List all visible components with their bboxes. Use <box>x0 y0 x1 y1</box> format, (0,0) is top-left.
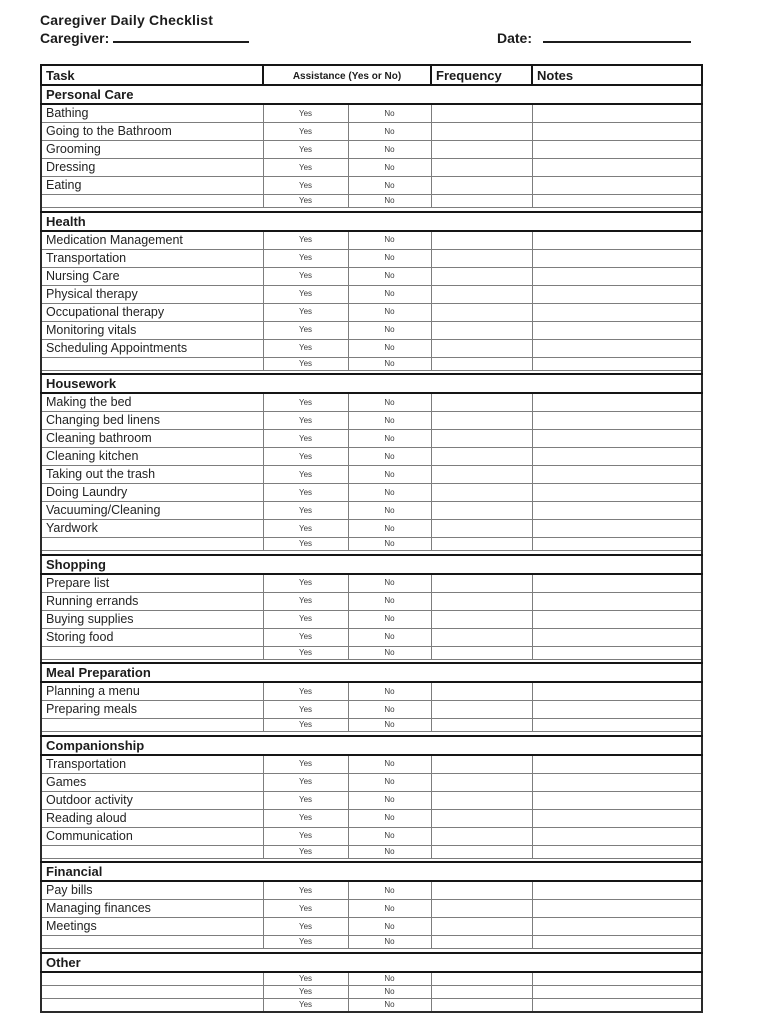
task-cell: Yardwork <box>41 520 263 538</box>
task-cell: Communication <box>41 827 263 845</box>
task-cell: Doing Laundry <box>41 484 263 502</box>
yes-cell[interactable]: Yes <box>263 159 348 177</box>
yes-cell[interactable]: Yes <box>263 231 348 250</box>
task-row <box>41 538 702 551</box>
frequency-cell[interactable] <box>431 285 532 303</box>
frequency-cell[interactable] <box>431 701 532 719</box>
notes-cell[interactable] <box>532 592 702 610</box>
section-header-row <box>41 374 702 393</box>
notes-cell[interactable] <box>532 985 702 998</box>
no-cell[interactable]: No <box>348 827 431 845</box>
no-cell[interactable]: No <box>348 701 431 719</box>
no-cell[interactable]: No <box>348 985 431 998</box>
notes-cell[interactable] <box>532 430 702 448</box>
task-cell <box>41 538 263 551</box>
task-cell: Making the bed <box>41 393 263 412</box>
notes-cell[interactable] <box>532 195 702 208</box>
task-cell: Managing finances <box>41 900 263 918</box>
yes-cell[interactable]: Yes <box>263 412 348 430</box>
notes-cell[interactable] <box>532 321 702 339</box>
task-row <box>41 430 702 448</box>
no-cell[interactable]: No <box>348 574 431 593</box>
frequency-cell[interactable] <box>431 755 532 774</box>
notes-cell[interactable] <box>532 918 702 936</box>
section-header-row <box>41 663 702 682</box>
yes-cell[interactable]: Yes <box>263 936 348 949</box>
no-cell[interactable]: No <box>348 682 431 701</box>
frequency-cell[interactable] <box>431 682 532 701</box>
frequency-cell[interactable] <box>431 466 532 484</box>
frequency-cell[interactable] <box>431 159 532 177</box>
frequency-cell[interactable] <box>431 177 532 195</box>
no-cell[interactable]: No <box>348 141 431 159</box>
frequency-cell[interactable] <box>431 339 532 357</box>
frequency-cell[interactable] <box>431 430 532 448</box>
task-cell: Planning a menu <box>41 682 263 701</box>
date-label: Date: <box>497 30 533 46</box>
task-cell <box>41 845 263 858</box>
frequency-cell[interactable] <box>431 393 532 412</box>
no-cell[interactable]: No <box>348 484 431 502</box>
task-cell <box>41 195 263 208</box>
yes-cell[interactable]: Yes <box>263 484 348 502</box>
task-cell: Physical therapy <box>41 285 263 303</box>
task-cell: Grooming <box>41 141 263 159</box>
yes-cell[interactable]: Yes <box>263 791 348 809</box>
no-cell[interactable]: No <box>348 936 431 949</box>
notes-cell[interactable] <box>532 141 702 159</box>
section-title: Companionship <box>41 736 702 755</box>
frequency-cell[interactable] <box>431 104 532 123</box>
task-cell <box>41 998 263 1012</box>
notes-cell[interactable] <box>532 267 702 285</box>
task-cell: Vacuuming/Cleaning <box>41 502 263 520</box>
no-cell[interactable]: No <box>348 918 431 936</box>
task-cell: Scheduling Appointments <box>41 339 263 357</box>
task-cell: Reading aloud <box>41 809 263 827</box>
yes-cell[interactable]: Yes <box>263 141 348 159</box>
yes-cell[interactable]: Yes <box>263 809 348 827</box>
page-title: Caregiver Daily Checklist <box>40 12 214 28</box>
task-cell: Preparing meals <box>41 701 263 719</box>
task-row <box>41 520 702 538</box>
yes-cell[interactable]: Yes <box>263 520 348 538</box>
task-row <box>41 845 702 858</box>
notes-cell[interactable] <box>532 809 702 827</box>
no-cell[interactable]: No <box>348 177 431 195</box>
task-cell <box>41 936 263 949</box>
notes-cell[interactable] <box>532 574 702 593</box>
task-cell: Pay bills <box>41 881 263 900</box>
section-title: Shopping <box>41 555 702 574</box>
frequency-cell[interactable] <box>431 321 532 339</box>
notes-cell[interactable] <box>532 719 702 732</box>
yes-cell[interactable]: Yes <box>263 448 348 466</box>
no-cell[interactable]: No <box>348 430 431 448</box>
task-cell: Medication Management <box>41 231 263 250</box>
task-row <box>41 610 702 628</box>
task-row <box>41 484 702 502</box>
task-row <box>41 321 702 339</box>
no-cell[interactable]: No <box>348 646 431 659</box>
no-cell[interactable]: No <box>348 104 431 123</box>
frequency-cell[interactable] <box>431 574 532 593</box>
notes-cell[interactable] <box>532 610 702 628</box>
task-row <box>41 755 702 774</box>
no-cell[interactable]: No <box>348 303 431 321</box>
frequency-cell[interactable] <box>431 719 532 732</box>
notes-cell[interactable] <box>532 791 702 809</box>
yes-cell[interactable]: Yes <box>263 773 348 791</box>
task-row <box>41 141 702 159</box>
frequency-cell[interactable] <box>431 791 532 809</box>
section-title: Financial <box>41 862 702 881</box>
frequency-cell[interactable] <box>431 141 532 159</box>
frequency-cell[interactable] <box>431 972 532 986</box>
task-row <box>41 177 702 195</box>
task-cell: Transportation <box>41 249 263 267</box>
task-row <box>41 267 702 285</box>
frequency-cell[interactable] <box>431 592 532 610</box>
yes-cell[interactable]: Yes <box>263 104 348 123</box>
task-row <box>41 773 702 791</box>
notes-cell[interactable] <box>532 936 702 949</box>
no-cell[interactable]: No <box>348 900 431 918</box>
task-cell: Outdoor activity <box>41 791 263 809</box>
task-row <box>41 159 702 177</box>
notes-cell[interactable] <box>532 177 702 195</box>
table-header-row <box>41 65 702 85</box>
notes-cell[interactable] <box>532 646 702 659</box>
yes-cell[interactable]: Yes <box>263 285 348 303</box>
caregiver-blank-field[interactable] <box>113 30 249 43</box>
task-row <box>41 646 702 659</box>
yes-cell[interactable]: Yes <box>263 357 348 370</box>
task-row <box>41 791 702 809</box>
task-cell: Monitoring vitals <box>41 321 263 339</box>
task-row <box>41 104 702 123</box>
task-cell: Games <box>41 773 263 791</box>
section-header-row <box>41 212 702 231</box>
frequency-cell[interactable] <box>431 900 532 918</box>
no-cell[interactable]: No <box>348 249 431 267</box>
task-cell: Eating <box>41 177 263 195</box>
task-row <box>41 303 702 321</box>
task-row <box>41 285 702 303</box>
task-row <box>41 195 702 208</box>
frequency-cell[interactable] <box>431 267 532 285</box>
yes-cell[interactable]: Yes <box>263 267 348 285</box>
no-cell[interactable]: No <box>348 845 431 858</box>
frequency-cell[interactable] <box>431 538 532 551</box>
frequency-cell[interactable] <box>431 998 532 1012</box>
section-header-row <box>41 736 702 755</box>
yes-cell[interactable]: Yes <box>263 303 348 321</box>
caregiver-field-row <box>40 30 249 46</box>
task-cell: Bathing <box>41 104 263 123</box>
notes-cell[interactable] <box>532 104 702 123</box>
no-cell[interactable]: No <box>348 321 431 339</box>
notes-cell[interactable] <box>532 538 702 551</box>
notes-cell[interactable] <box>532 159 702 177</box>
section-header-row <box>41 555 702 574</box>
no-cell[interactable]: No <box>348 520 431 538</box>
yes-cell[interactable]: Yes <box>263 592 348 610</box>
yes-cell[interactable]: Yes <box>263 502 348 520</box>
task-row <box>41 466 702 484</box>
task-row <box>41 123 702 141</box>
yes-cell[interactable]: Yes <box>263 574 348 593</box>
column-header-notes: Notes <box>532 65 702 85</box>
no-cell[interactable]: No <box>348 538 431 551</box>
yes-cell[interactable]: Yes <box>263 900 348 918</box>
notes-cell[interactable] <box>532 412 702 430</box>
frequency-cell[interactable] <box>431 985 532 998</box>
task-cell <box>41 972 263 986</box>
task-cell: Going to the Bathroom <box>41 123 263 141</box>
task-row <box>41 682 702 701</box>
yes-cell[interactable]: Yes <box>263 755 348 774</box>
frequency-cell[interactable] <box>431 195 532 208</box>
notes-cell[interactable] <box>532 845 702 858</box>
yes-cell[interactable]: Yes <box>263 123 348 141</box>
notes-cell[interactable] <box>532 339 702 357</box>
task-cell: Transportation <box>41 755 263 774</box>
task-cell: Changing bed linens <box>41 412 263 430</box>
yes-cell[interactable]: Yes <box>263 918 348 936</box>
frequency-cell[interactable] <box>431 502 532 520</box>
task-cell: Cleaning bathroom <box>41 430 263 448</box>
notes-cell[interactable] <box>532 628 702 646</box>
no-cell[interactable]: No <box>348 285 431 303</box>
no-cell[interactable]: No <box>348 466 431 484</box>
yes-cell[interactable]: Yes <box>263 177 348 195</box>
notes-cell[interactable] <box>532 701 702 719</box>
no-cell[interactable]: No <box>348 972 431 986</box>
yes-cell[interactable]: Yes <box>263 682 348 701</box>
column-header-task: Task <box>41 65 263 85</box>
task-row <box>41 574 702 593</box>
task-cell: Taking out the trash <box>41 466 263 484</box>
frequency-cell[interactable] <box>431 845 532 858</box>
task-row <box>41 936 702 949</box>
task-row <box>41 972 702 986</box>
caregiver-label: Caregiver: <box>40 30 110 46</box>
notes-cell[interactable] <box>532 773 702 791</box>
no-cell[interactable]: No <box>348 267 431 285</box>
yes-cell[interactable]: Yes <box>263 701 348 719</box>
frequency-cell[interactable] <box>431 936 532 949</box>
yes-cell[interactable]: Yes <box>263 972 348 986</box>
no-cell[interactable]: No <box>348 393 431 412</box>
frequency-cell[interactable] <box>431 412 532 430</box>
checklist-table <box>40 64 703 1013</box>
no-cell[interactable]: No <box>348 412 431 430</box>
section-title: Meal Preparation <box>41 663 702 682</box>
task-cell: Occupational therapy <box>41 303 263 321</box>
frequency-cell[interactable] <box>431 123 532 141</box>
section-title: Health <box>41 212 702 231</box>
notes-cell[interactable] <box>532 448 702 466</box>
task-row <box>41 502 702 520</box>
task-row <box>41 231 702 250</box>
section-header-row <box>41 953 702 972</box>
notes-cell[interactable] <box>532 484 702 502</box>
column-header-frequency: Frequency <box>431 65 532 85</box>
notes-cell[interactable] <box>532 520 702 538</box>
task-row <box>41 701 702 719</box>
no-cell[interactable]: No <box>348 195 431 208</box>
notes-cell[interactable] <box>532 900 702 918</box>
task-cell <box>41 357 263 370</box>
task-cell: Nursing Care <box>41 267 263 285</box>
no-cell[interactable]: No <box>348 502 431 520</box>
frequency-cell[interactable] <box>431 249 532 267</box>
yes-cell[interactable]: Yes <box>263 998 348 1012</box>
notes-cell[interactable] <box>532 357 702 370</box>
yes-cell[interactable]: Yes <box>263 195 348 208</box>
frequency-cell[interactable] <box>431 448 532 466</box>
notes-cell[interactable] <box>532 682 702 701</box>
yes-cell[interactable]: Yes <box>263 466 348 484</box>
yes-cell[interactable]: Yes <box>263 610 348 628</box>
frequency-cell[interactable] <box>431 809 532 827</box>
yes-cell[interactable]: Yes <box>263 393 348 412</box>
no-cell[interactable]: No <box>348 448 431 466</box>
section-header-row <box>41 85 702 104</box>
notes-cell[interactable] <box>532 303 702 321</box>
yes-cell[interactable]: Yes <box>263 339 348 357</box>
task-row <box>41 809 702 827</box>
no-cell[interactable]: No <box>348 610 431 628</box>
task-row <box>41 628 702 646</box>
task-row <box>41 985 702 998</box>
task-cell: Prepare list <box>41 574 263 593</box>
notes-cell[interactable] <box>532 123 702 141</box>
yes-cell[interactable]: Yes <box>263 719 348 732</box>
task-row <box>41 412 702 430</box>
task-row <box>41 827 702 845</box>
task-row <box>41 592 702 610</box>
frequency-cell[interactable] <box>431 357 532 370</box>
task-row <box>41 357 702 370</box>
notes-cell[interactable] <box>532 972 702 986</box>
notes-cell[interactable] <box>532 881 702 900</box>
yes-cell[interactable]: Yes <box>263 827 348 845</box>
task-row <box>41 339 702 357</box>
no-cell[interactable]: No <box>348 231 431 250</box>
column-header-assistance: Assistance (Yes or No) <box>263 65 431 85</box>
task-cell: Buying supplies <box>41 610 263 628</box>
no-cell[interactable]: No <box>348 339 431 357</box>
no-cell[interactable]: No <box>348 881 431 900</box>
section-title: Housework <box>41 374 702 393</box>
notes-cell[interactable] <box>532 231 702 250</box>
yes-cell[interactable]: Yes <box>263 628 348 646</box>
notes-cell[interactable] <box>532 998 702 1012</box>
notes-cell[interactable] <box>532 502 702 520</box>
task-row <box>41 393 702 412</box>
notes-cell[interactable] <box>532 249 702 267</box>
section-header-row <box>41 862 702 881</box>
task-row <box>41 448 702 466</box>
frequency-cell[interactable] <box>431 484 532 502</box>
task-row <box>41 881 702 900</box>
no-cell[interactable]: No <box>348 357 431 370</box>
frequency-cell[interactable] <box>431 646 532 659</box>
task-cell: Cleaning kitchen <box>41 448 263 466</box>
frequency-cell[interactable] <box>431 610 532 628</box>
yes-cell[interactable]: Yes <box>263 321 348 339</box>
frequency-cell[interactable] <box>431 918 532 936</box>
yes-cell[interactable]: Yes <box>263 845 348 858</box>
task-row <box>41 719 702 732</box>
task-cell <box>41 985 263 998</box>
date-blank-field[interactable] <box>543 30 691 43</box>
yes-cell[interactable]: Yes <box>263 538 348 551</box>
no-cell[interactable]: No <box>348 592 431 610</box>
task-cell <box>41 646 263 659</box>
task-row <box>41 998 702 1012</box>
notes-cell[interactable] <box>532 827 702 845</box>
no-cell[interactable]: No <box>348 809 431 827</box>
yes-cell[interactable]: Yes <box>263 881 348 900</box>
frequency-cell[interactable] <box>431 827 532 845</box>
notes-cell[interactable] <box>532 466 702 484</box>
frequency-cell[interactable] <box>431 773 532 791</box>
task-cell: Storing food <box>41 628 263 646</box>
frequency-cell[interactable] <box>431 303 532 321</box>
no-cell[interactable]: No <box>348 159 431 177</box>
no-cell[interactable]: No <box>348 719 431 732</box>
section-title: Other <box>41 953 702 972</box>
yes-cell[interactable]: Yes <box>263 646 348 659</box>
task-cell: Meetings <box>41 918 263 936</box>
notes-cell[interactable] <box>532 285 702 303</box>
no-cell[interactable]: No <box>348 998 431 1012</box>
notes-cell[interactable] <box>532 755 702 774</box>
yes-cell[interactable]: Yes <box>263 985 348 998</box>
yes-cell[interactable]: Yes <box>263 249 348 267</box>
no-cell[interactable]: No <box>348 773 431 791</box>
frequency-cell[interactable] <box>431 231 532 250</box>
task-cell: Running errands <box>41 592 263 610</box>
section-title: Personal Care <box>41 85 702 104</box>
task-cell: Dressing <box>41 159 263 177</box>
frequency-cell[interactable] <box>431 628 532 646</box>
no-cell[interactable]: No <box>348 628 431 646</box>
task-row <box>41 900 702 918</box>
no-cell[interactable]: No <box>348 755 431 774</box>
yes-cell[interactable]: Yes <box>263 430 348 448</box>
date-field-row <box>497 30 691 46</box>
notes-cell[interactable] <box>532 393 702 412</box>
task-row <box>41 249 702 267</box>
task-row <box>41 918 702 936</box>
no-cell[interactable]: No <box>348 123 431 141</box>
task-cell <box>41 719 263 732</box>
no-cell[interactable]: No <box>348 791 431 809</box>
frequency-cell[interactable] <box>431 520 532 538</box>
frequency-cell[interactable] <box>431 881 532 900</box>
